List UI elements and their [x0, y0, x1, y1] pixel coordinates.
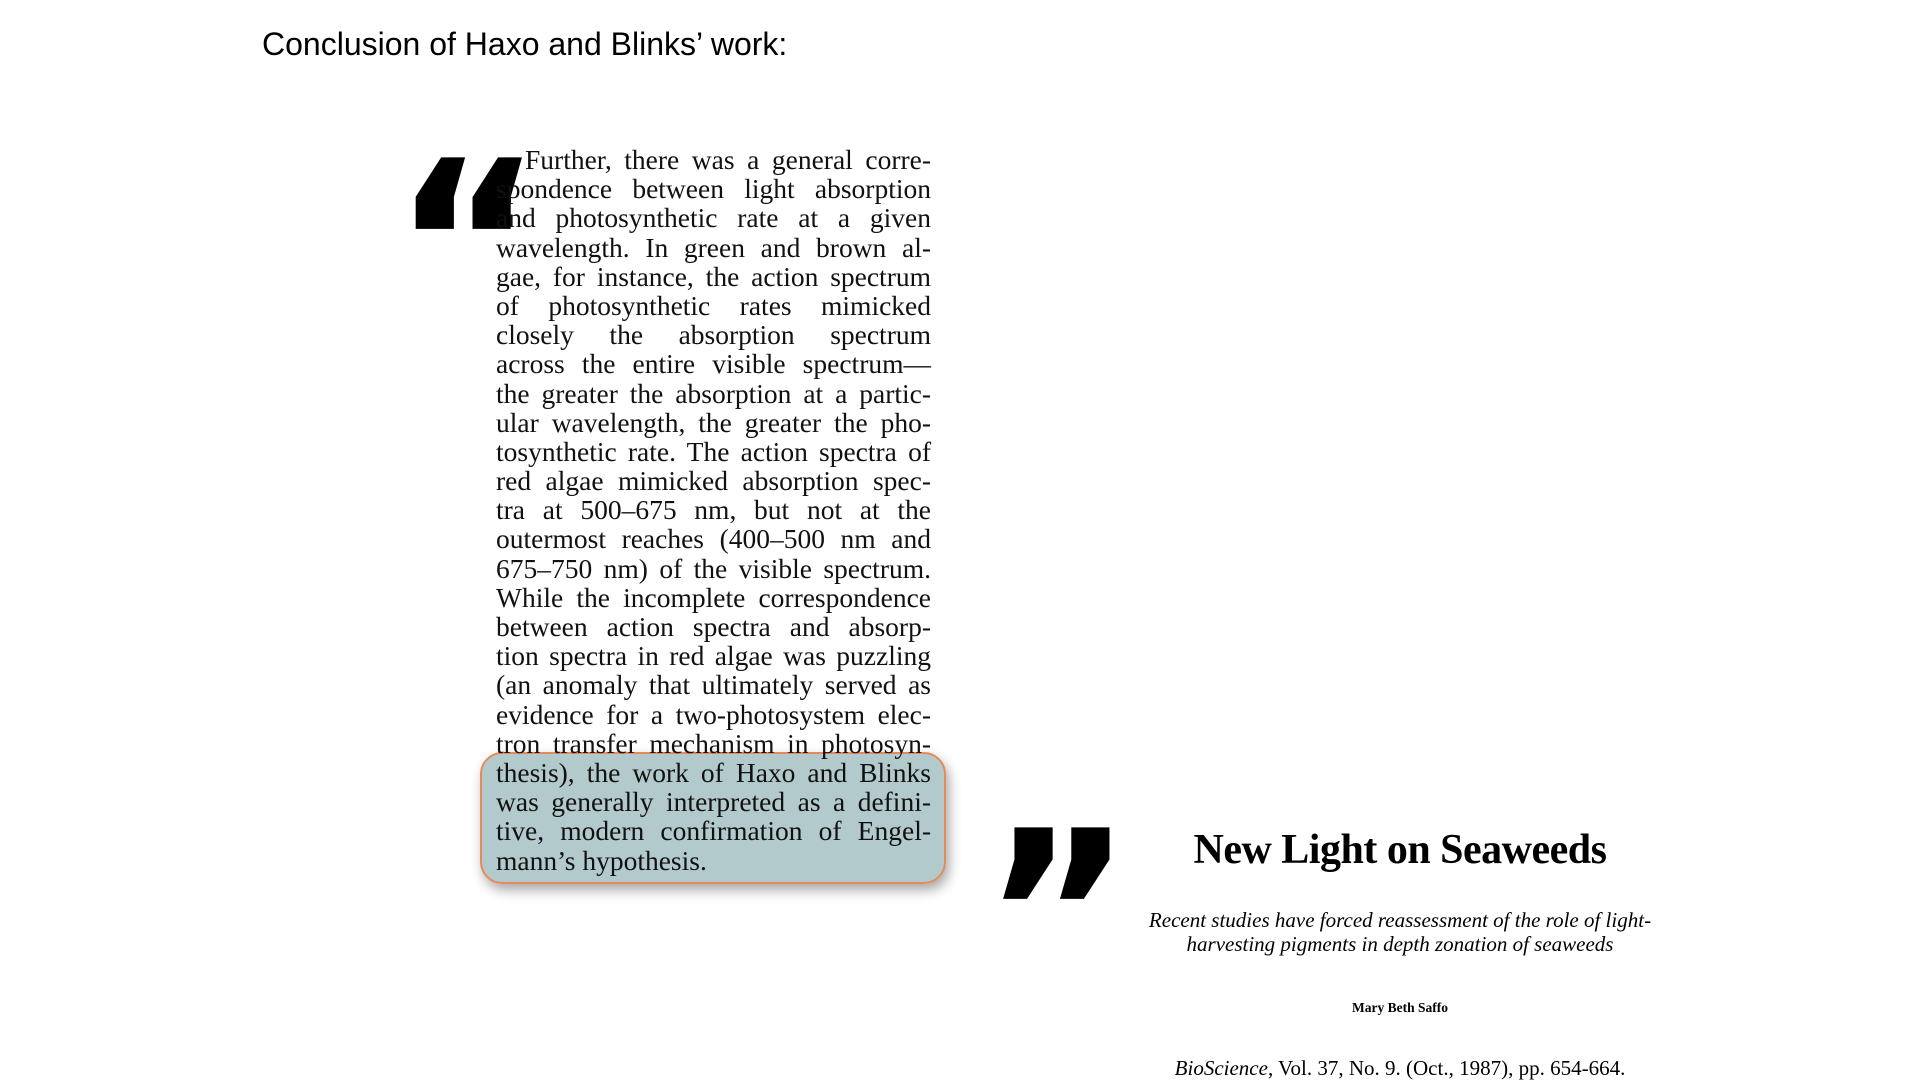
paper-author: Mary Beth Saffo [1352, 1000, 1448, 1015]
excerpt-line: While the incomplete correspondence [496, 581, 931, 613]
excerpt-line: tosynthetic rate. The action spectra of [496, 435, 931, 467]
excerpt-line: Further, there was a general corre- [525, 144, 931, 175]
slide-title: Conclusion of Haxo and Blinks’ work: [262, 26, 788, 62]
excerpt-line: ular wavelength, the greater the pho- [496, 406, 931, 438]
excerpt-line: gae, for instance, the action spectrum [496, 260, 931, 292]
excerpt-line: across the entire visible spectrum— [496, 348, 931, 380]
close-quote-icon: ” [982, 783, 1134, 1050]
journal-name: BioScience [1174, 1056, 1268, 1080]
excerpt-line: and photosynthetic rate at a given [496, 202, 931, 234]
excerpt-line: between action spectra and absorp- [496, 611, 931, 642]
excerpt-line: spondence between light absorption [496, 173, 931, 205]
excerpt-line: tron transfer mechanism in photosyn- [496, 727, 931, 759]
paper-reference [1080, 1056, 1720, 1081]
excerpt-line: (an anomaly that ultimately served as [496, 669, 931, 701]
excerpt-line-highlighted: mann’s hypothesis. [496, 844, 707, 876]
excerpt-line: tra at 500–675 nm, but not at the [496, 494, 931, 526]
excerpt-line: 675–750 nm) of the visible spectrum. [496, 552, 931, 584]
excerpt-line-highlighted: was generally interpreted as a defini- [496, 786, 931, 818]
paper-subtitle-line: Recent studies have forced reassessment of the role of light- [1148, 908, 1652, 932]
excerpt-line: of photosynthetic rates mimicked [496, 289, 931, 321]
reference-details: , Vol. 37, No. 9. (Oct., 1987), pp. 654-664. [1267, 1056, 1626, 1080]
open-quote-icon: “ [392, 113, 544, 380]
excerpt-line-highlighted: thesis), the work of Haxo and Blinks [496, 756, 931, 788]
excerpt-line: red algae mimicked absorption spec- [496, 465, 931, 497]
quoted-excerpt [496, 145, 931, 875]
excerpt-line: closely the absorption spectrum [496, 319, 931, 351]
paper-title: New Light on Seaweeds [1193, 827, 1607, 873]
excerpt-line: tion spectra in red algae was puzzling [496, 640, 931, 672]
excerpt-line: the greater the absorption at a partic- [496, 377, 931, 409]
excerpt-line: outermost reaches (400–500 nm and [496, 523, 931, 555]
paper-subtitle [1080, 908, 1720, 956]
paper-subtitle-line: harvesting pigments in depth zonation of seaweeds [1186, 932, 1614, 956]
excerpt-line: evidence for a two-photosystem elec- [496, 698, 931, 730]
excerpt-line-highlighted: tive, modern confirmation of Engel- [496, 815, 931, 847]
excerpt-line: wavelength. In green and brown al- [496, 231, 931, 263]
